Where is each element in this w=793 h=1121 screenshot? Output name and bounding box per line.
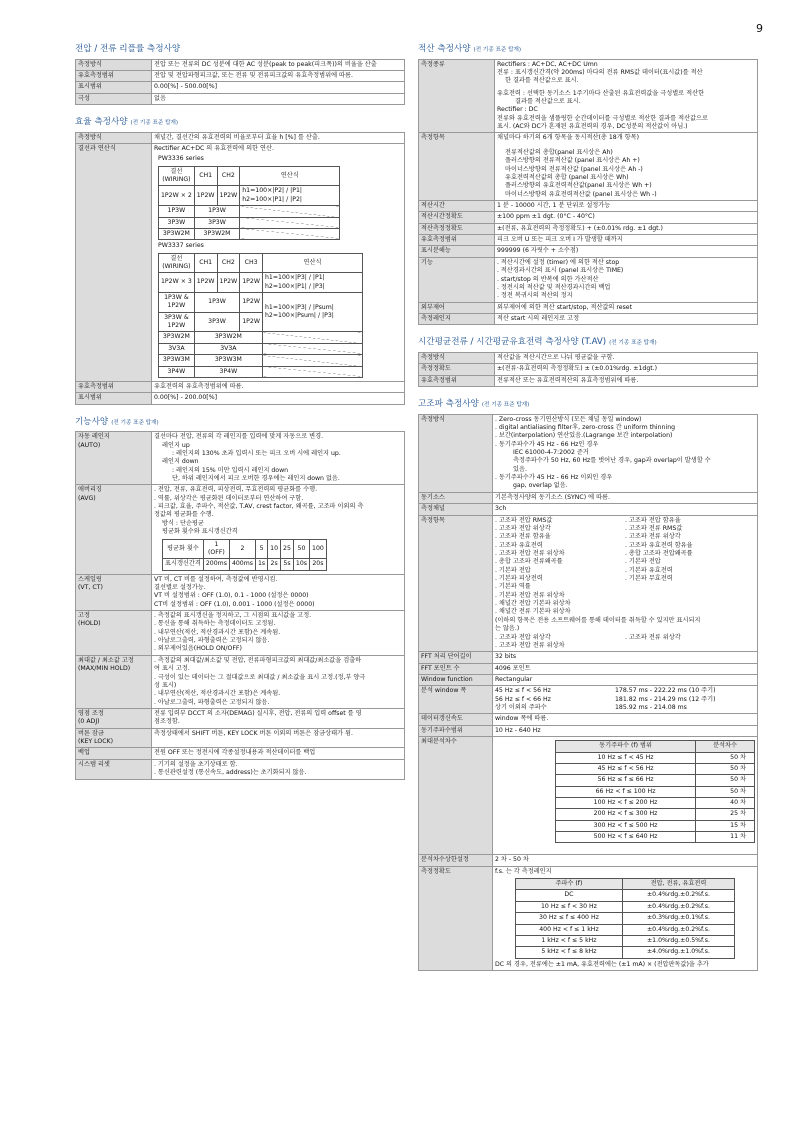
integration-title: 적산 측정사양 (전 기종 표준 탑재) (418, 44, 522, 54)
harmonic-accuracy-table: 주파수 (f) 전압, 전류, 유효전력 DC ±0.4%rdg.±0.2%f.s. 10 Hz ≤ f < 30 Hz ±0.4%rdg.±0.2%f.s. 30 Hz ≤ f ≤ 400 Hz ±0.3%rdg.±0.1%f.s. 400 Hz < f ≤ 1 kHz ±0.4%rdg.±0.2%f.s. 1 kHz < f ≤ 5 kHz ±1.0%rdg.±0.5%f.s. 5 kHz < f ≤ 8 kHz ±4.0%rdg.±1.0%f.s. (515, 878, 735, 959)
harmonic-table: 측정방식 . Zero-cross 동기연산방식 (모든 채널 동일 window) . digital antialiasing filter후, zero-cross 간 uniform thinning . 보간(interpolation) 연산있음.(Lagrange 보간 interpolation) . 동기주파수가 45 Hz - 66 Hz인 경우 IEC 61000-4-7:2002 준거 측정주파수가 50 Hz, 60 Hz를 벗어난 경우, gap과 overlap이 발생할 수 있음. . 동기주파수가 45 Hz - 66 Hz 이외인 경우 gap, overlap 없음. 동기소스 기본측정사양의 동기소스 (SYNC) 에 따름. 측정채널 3ch 측정항목 . 고조파 전압 RMS값 . 고조파 전압 위상각 . 고조파 전류 함유율 . 고조파 유효전력 . 고조파 전압 전류 위상차 . 총합 고조파 전류왜곡률 . 기본파 전압 . 기본파 피상전력 . 기본파 역률 . 기본파 전압 전류 위상차 . 채널간 전압 기본파 위상차 . 채널간 전류 기본파 위상차 . 고조파 전압 함유율 . 고조파 전류 RMS값 . 고조파 전류 위상각 . 고조파 유효전력 함유율 . 총합 고조파 전압왜곡률 . 기본파 전압 . 기본파 유효전력 . 기본파 무효전력 (이하의 항목은 전용 소프트웨어를 통해 데이터를 취득할 수 있지만 표시되지 는 않음.) . 고조파 전압 위상각 . 고조파 전압 전류 위상차 . 고조파 전류 위상각 FFT 처리 단어길이 32 bits FFT 포인트 수 4096 포인트 Window function Rectangular 분석 window 폭 45 Hz ≤ f < 56 Hz 56 Hz ≤ f < 66 Hz 상기 이외의 주파수 178.57 ms - 222.22 ms (10 주기) 181.82 ms - 214.29 ms (12 주기) 185.92 ms - 214.08 ms 데이터갱신속도 window 폭에 따름. 동기주파수범위 10 Hz - 640 Hz 최대분석차수 동기주파수 (f) 범위 분석차수 10 Hz ≤ f < 45 Hz 50 차 45 Hz ≤ f < 56 Hz 50 차 56 Hz ≤ f ≤ 66 Hz 50 차 66 Hz < f ≤ 100 Hz 50 차 100 Hz < f ≤ 200 Hz 40 차 200 Hz < f ≤ 300 Hz 25 차 300 Hz < f ≤ 500 Hz 15 차 500 Hz < f ≤ 640 Hz 11 차 분석차수상한설정 2 차 - 50 차 측정정확도 f.s. 는 각 측정레인지 주파수 (f) 전압, 전류, 유효전력 DC ±0.4%rdg.±0.2%f.s. 10 Hz ≤ f < 30 Hz ±0.4%rdg.±0.2%f.s. 30 Hz ≤ f ≤ 400 Hz ±0.3%rdg.±0.1%f.s. 400 Hz < f ≤ 1 kHz ±0.4%rdg.±0.2%f.s. 1 kHz < f ≤ 5 kHz ±1.0%rdg.±0.5%f.s. 5 kHz < f ≤ 8 kHz ±4.0%rdg.±1.0%f.s. DC 의 경우, 전류에는 ±1 mA, 유효전력에는 (±1 mA) × (전압판독값)을 추가 (418, 414, 758, 971)
tav-table: 측정방식 적산값을 적산시간으로 나눠 평균값을 구함. 측정정확도 ±(전류·유효전력의 측정정확도) ± (±0.01%rdg. ±1dgt.) 유효측정범위 전류적산 또는 유효전력적산의 유효측정범위에 따름. (418, 352, 758, 387)
efficiency-table: 측정방식 채널간, 결선간의 유효전력의 비율로부터 효율 h [%] 를 산출. 결선과 연산식 Rectifier AC+DC 의 유효전력에 의한 연산. PW3336 series 결선 (WIRING) CH1 CH2 연산식 1P2W × 2 1P2W 1P2W h1=100×|P2| / |P1| h2=100×|P1| / |P2| 1P3W 1P3W 3P3W 3P3W 3P3W2M 3P3W2M PW3337 series 결선 (WIRING) CH1 CH2 CH3 연산식 1P2W × 3 1P2W 1P2W 1P2W h1=100×|P3| / |P1| h2=100×|P1| / |P3| 1P3W & 1P2W 1P3W 1P2W h1=100×|P3| / |Psum| h2=100×|Psum| / |P3| 3P3W & 1P2W 3P3W 1P2W 3P3W2M 3P3W2M 3V3A 3V3A 3P3W3M 3P3W3M 3P4W 3P4W 유효측정범위 유효전력의 유효측정범위에 따름. 표시범위 0.00[%] - 200.00[%] (75, 132, 405, 405)
left-column (75, 44, 405, 792)
averaging-table: 평균화 횟수 1 (OFF) 2 5 10 25 50 100 표시갱신간격 200ms 400ms 1s 2s 5s 10s 20s (162, 539, 327, 571)
tav-title: 시간평균전류 / 시간평균유효전력 측정사양 (T.AV) (전 기종 표준 탑재) (418, 337, 657, 348)
harmonic-title: 고조파 측정사양 (전 기종 표준 탑재) (418, 398, 530, 409)
pw3337-table: 결선 (WIRING) CH1 CH2 CH3 연산식 1P2W × 3 1P2W 1P2W 1P2W h1=100×|P3| / |P1| h2=100×|P1| / |P3| 1P3W & 1P2W 1P3W 1P2W h1=100×|P3| / |Psum| h2=100×|Psum| / |P3| 3P3W & 1P2W 3P3W 1P2W 3P3W2M 3P3W2M 3V3A 3V3A 3P3W3M 3P3W3M 3P4W 3P4W (158, 253, 363, 378)
ripple-title: 전압 / 전류 리플률 측정사양 (75, 44, 181, 54)
pw3336-table: 결선 (WIRING) CH1 CH2 연산식 1P2W × 2 1P2W 1P2W h1=100×|P2| / |P1| h2=100×|P1| / |P2| 1P3W 1P3W 3P3W 3P3W 3P3W2M 3P3W2M (158, 166, 340, 241)
pw3337-label: PW3337 series (158, 242, 204, 250)
page-number: 9 (756, 22, 763, 35)
functions-title: 기능사양 (전 기종 표준 탑재) (75, 416, 159, 427)
max-order-table: 동기주파수 (f) 범위 분석차수 10 Hz ≤ f < 45 Hz 50 차 45 Hz ≤ f < 56 Hz 50 차 56 Hz ≤ f ≤ 66 Hz 50 차 66 Hz < f ≤ 100 Hz 50 차 100 Hz < f ≤ 200 Hz 40 차 200 Hz < f ≤ 300 Hz 25 차 300 Hz < f ≤ 500 Hz 15 차 500 Hz < f ≤ 640 Hz 11 차 (555, 740, 755, 843)
functions-table: 자동 레인지 (AUTO) 결선마다 전압, 전류의 각 레인지를 입력에 맞게 자동으로 변경. 레인지 up : 레인지의 130% 초과 입력시 또는 피크 오버 시에 레인지 up. 레인지 down : 레인지의 15% 미만 입력시 레인지 down 단, 하위 레인지에서 피크 오버한 경우에는 레인지 down 없음. 애버리징 (AVG) . 전압, 전류, 유효전력, 피상전력, 무효전력의 평균화를 수행. . 역률, 위상각은 평균화된 데이터로부터 연산하여 구함. . 피크값, 효율, 주파수, 적산값, T.AV, crest factor, 왜곡률, 고조파 이외의 측 정값의 평균화를 수행. 방식 : 단순평균 평균화 횟수와 표시갱신간격 평균화 횟수 1 (OFF) 2 5 10 25 50 100 표시갱신간격 200ms 400ms 1s 2s 5s 10s 20s 스케일링 (VT, CT) VT 비, CT 비를 설정하여, 측정값에 반영시킴. 결선별로 설정가능. VT 비 설정범위 : OFF (1.0), 0.1 - 1000 (설정은 0000) CT비 설정범위 : OFF (1.0), 0.001 - 1000 (설정은 0000) 고정 (HOLD) . 측정값의 표시갱신을 정지하고, 그 시점의 표시값을 고정. . 통신을 통해 취득하는 측정데이터도 고정됨. . 내부연산(적산, 적산경과시간 포함)은 계속됨. . 아날로그출력, 파형출력은 고정되지 않음. . 외부제어있음(HOLD ON/OFF) 최대값 / 최소값 고정 (MAX/MIN HOLD) . 측정값의 최대값/최소값 및 전압, 전류파형피크값의 최대값/최소값을 검출하 여 표시 고정. . 극성이 있는 데이터는 그 절대값으로 최대값 / 최소값을 표시 고정.(정,부 양극 성 표시) . 내부연산(적산, 적산경과시간 포함)은 계속됨. . 아날로그출력, 파형출력은 고정되지 않음. 영점 조정 (0 ADJ) 전류 입력부 DCCT 의 소자(DEMAG) 실시후, 전압, 전류의 입력 offset 를 영 점조정함. 버튼 잠금 (KEY LOCK) 측정상태에서 SHIFT 버튼, KEY LOCK 버튼 이외의 버튼은 잠금상태가 됨. 백업 전원 OFF 또는 정전시에 각종설정내용과 적산데이터를 백업 시스템 리셋 . 기기의 설정을 초기상태로 함. . 통신관련설정 (통신속도, address)는 초기화되지 않음. (75, 431, 405, 779)
efficiency-title: 효율 측정사양 (전 기종 표준 탑재) (75, 117, 179, 128)
ripple-table: 측정방식 전압 또는 전류의 DC 성분에 대한 AC 성분(peak to peak(피크폭))의 비율을 산출 유효측정범위 전압 및 전압파형피크값, 또는 전류 및 전류피크값의 유효측정범위에 따름. 표시범위 0.00[%] - 500.00[%] 극성 없음 (75, 59, 405, 105)
integration-table: 측정종류 Rectifiers : AC+DC, AC+DC Umn 전류 : 표시갱신간격(약 200ms) 마다의 전류 RMS값 데이터(표시값)를 적산 한 결과를 적산값으로 표시. 유효전력 : 선택한 동기소스 1주기마다 산출된 유효전력값을 극성별로 적산한 결과를 적산값으로 표시. Rectifier : DC 전류와 유효전력을 샘플링한 순간데이터를 극성별로 적산한 결과를 적산값으로 표시. (AC와 DC가 혼재된 유효전력의 경우, DC성분의 적산값이 아님.) 측정항목 채널마다 하기의 6개 항목을 동시적산(총 18개 항목) 전류적산값의 총합(panel 표시상은 Ah) 플러스방향의 전류적산값 (panel 표시상은 Ah +) 마이너스방향의 전류적산값 (panel 표시상은 Ah -) 유효전력적산값의 총합 (panel 표시상은 Wh) 플러스방향의 유효전력적산값(panel 표시상은 Wh +) 마이너스방향의 유효전력적산값 (panel 표시상은 Wh -) 적산시간 1 분 - 10000 시간, 1 분 단위로 설정가능 적산시간정확도 ±100 ppm ±1 dgt. (0°C - 40°C) 적산측정정확도 ±(전류, 유효전력의 측정정확도) + (±0.01% rdg. ±1 dgt.) 유효측정범위 피크 오버 U 또는 피크 오버 I 가 발생할 때까지 표시분해능 999999 (6 자릿수 + 소수점) 기능 . 적산시간에 설정 (timer) 에 의한 적산 stop . 적산경과시간의 표시 (panel 표시상은 TIME) . start/stop 의 반복에 의한 가산적산 . 정전시의 적산값 및 적산경과시간의 백업 . 정전 복귀시의 적산의 정지 외부제어 외부제어에 의한 적산 start/stop, 적산값의 reset 측정레인지 적산 start 시의 레인지로 고정 (418, 59, 758, 326)
pw3336-label: PW3336 series (158, 155, 204, 163)
right-column (418, 44, 758, 983)
